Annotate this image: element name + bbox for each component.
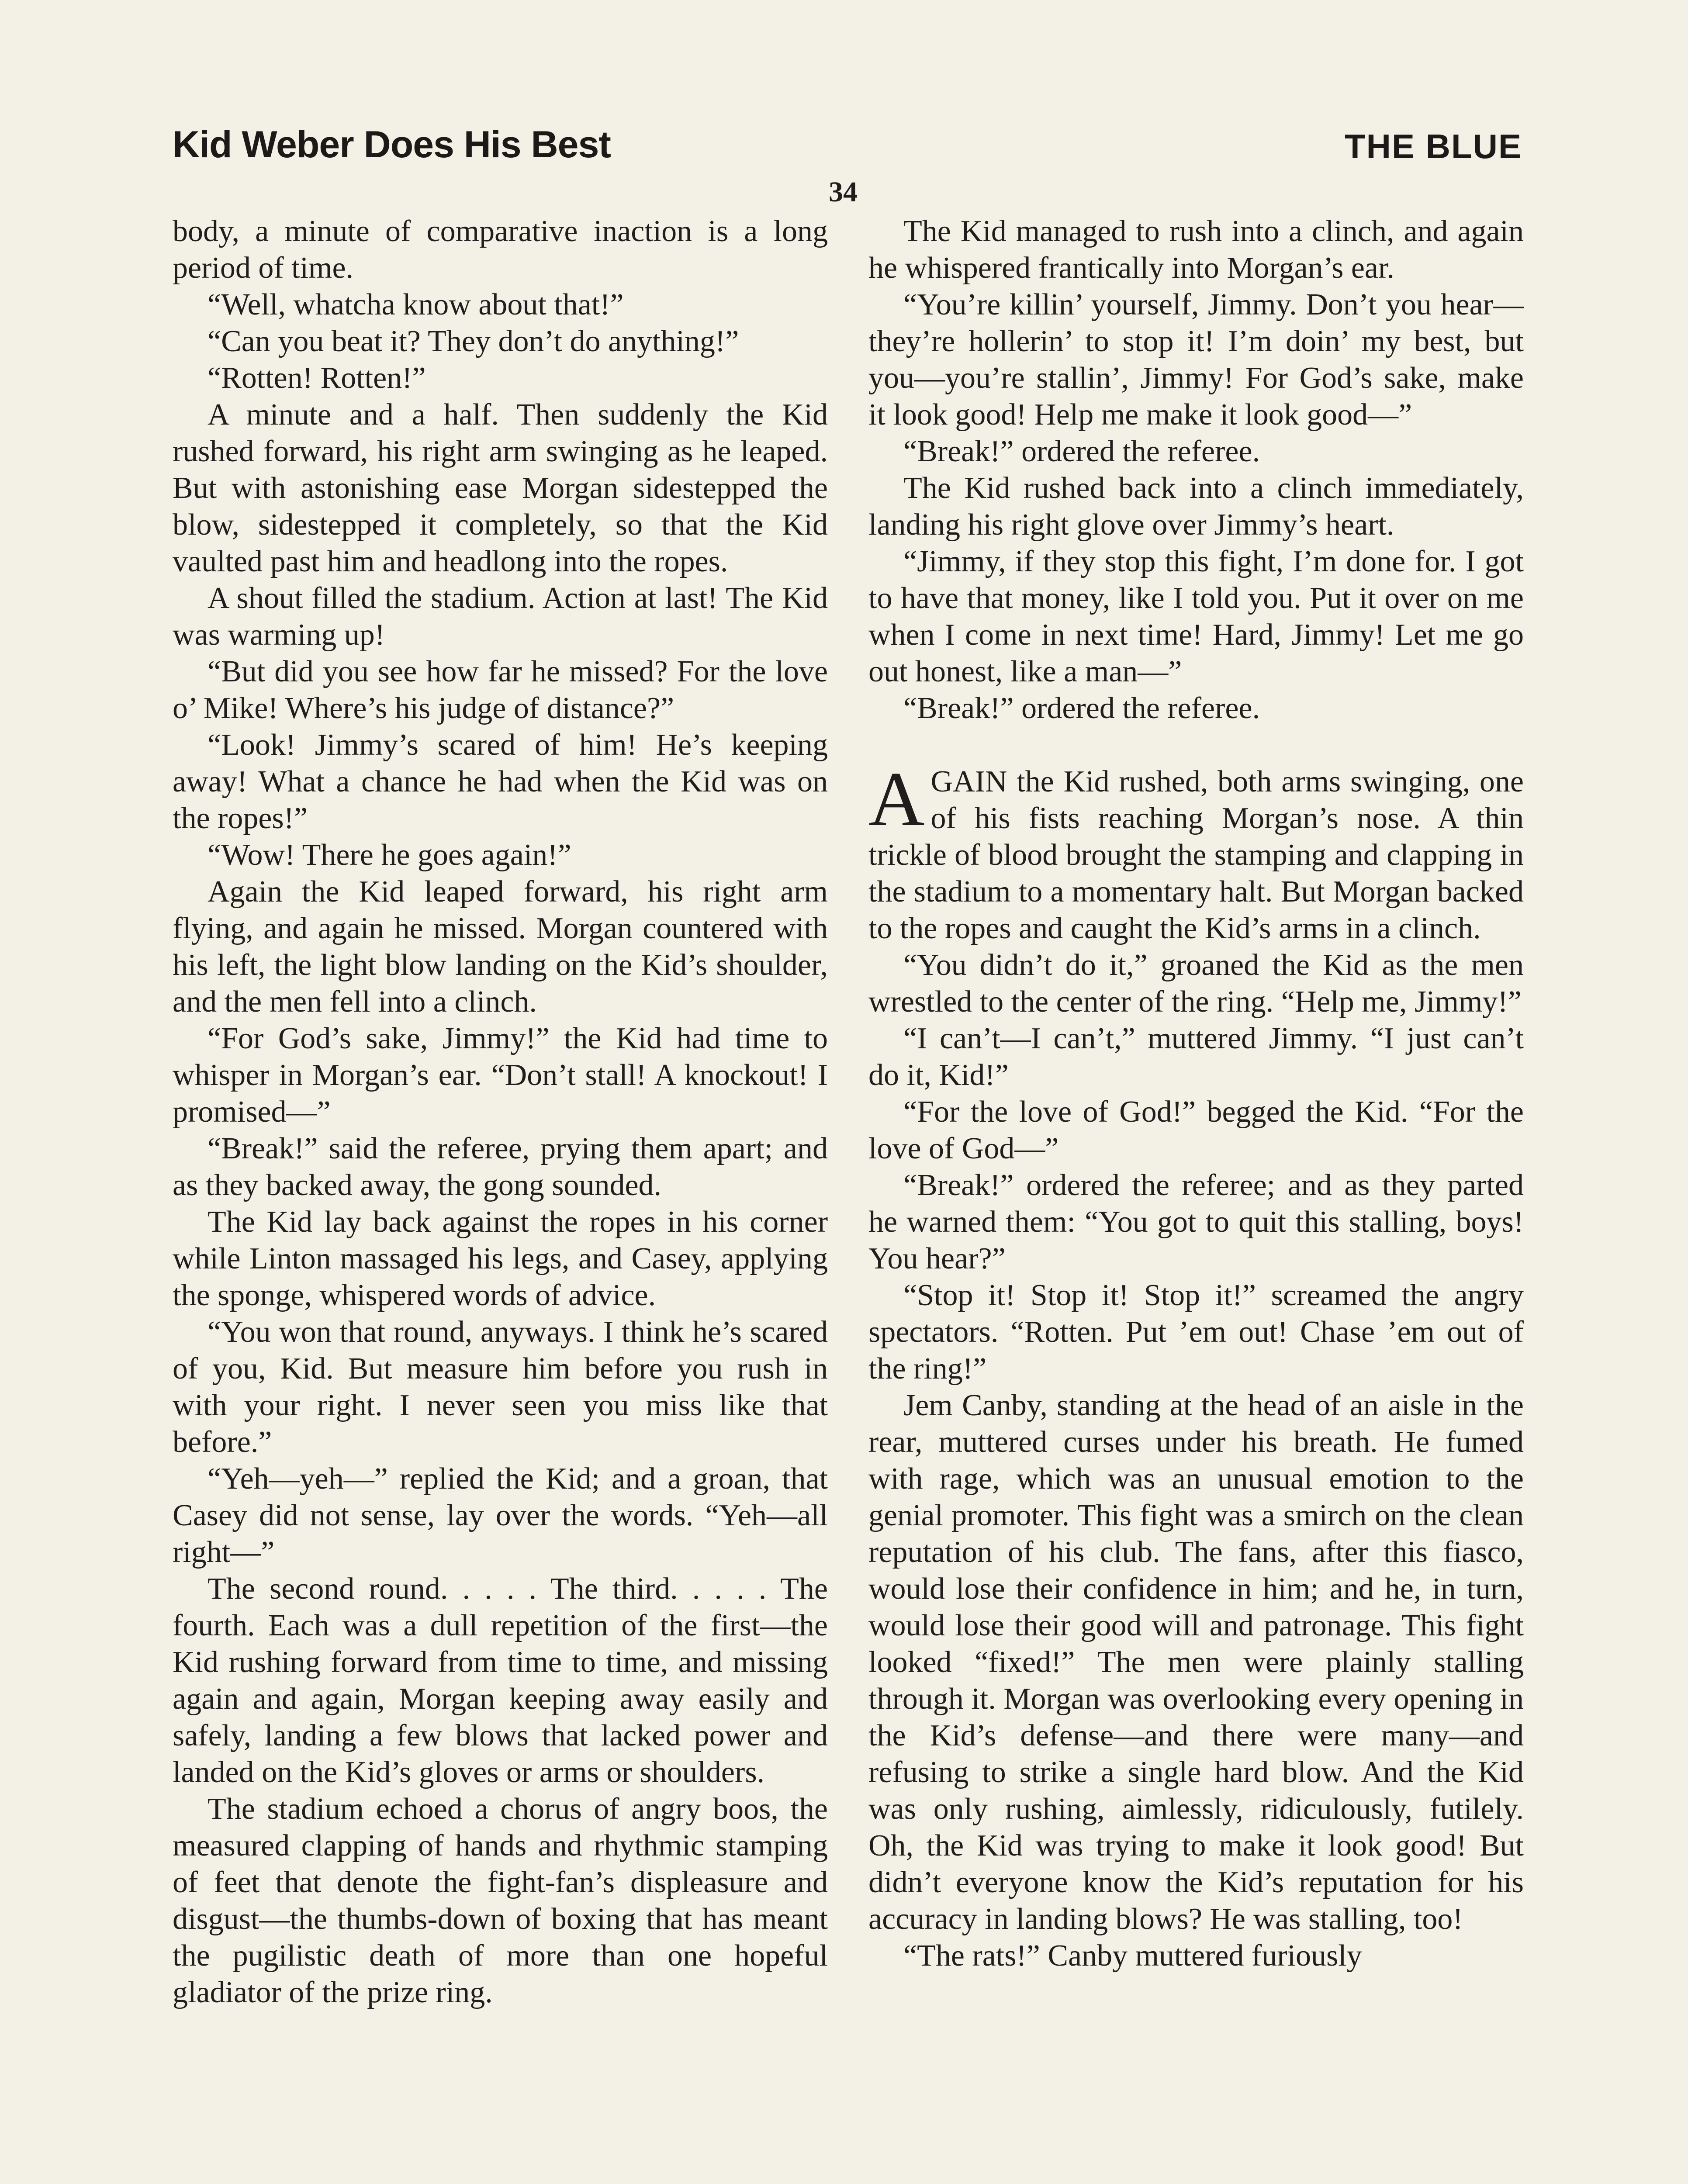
paragraph: “Look! Jimmy’s scared of him! He’s keeping away! What a chance he had when the Kid was on the ropes!” xyxy=(173,728,828,835)
paragraph: “I can’t—I can’t,” muttered Jimmy. “I just can’t do it, Kid!” xyxy=(868,1022,1524,1092)
paragraph: “But did you see how far he missed? For the love o’ Mike! Where’s his judge of distance?” xyxy=(173,655,828,725)
section-first-text: GAIN the Kid rushed, both arms swinging, one of his fists reaching Morgan’s nose. A thin trickle of blood brought the stamping and clapping in the stadium to a momentary halt. But Morgan backed to the ropes and caught the Kid’s arms in a clinch. xyxy=(868,765,1524,945)
right-column xyxy=(868,213,1524,1974)
paragraph: “Can you beat it? They don’t do anything!” xyxy=(208,325,739,358)
paragraph: The Kid lay back against the ropes in his corner while Linton massaged his legs, and Casey, applying the sponge, whispered words of advice. xyxy=(173,1205,828,1312)
section-start-paragraph xyxy=(868,756,1524,947)
paragraph: “Yeh—yeh—” replied the Kid; and a groan, that Casey did not sense, lay over the words. “Yeh—all right—” xyxy=(173,1462,828,1569)
paragraph: “You didn’t do it,” groaned the Kid as the men wrestled to the center of the ring. “Help me, Jimmy!” xyxy=(868,948,1524,1019)
paragraph: “You’re killin’ yourself, Jimmy. Don’t you hear—they’re hollerin’ to stop it! I’m doin’ my best, but you—you’re stallin’, Jimmy! For God’s sake, make it look good! Help me make it look good—” xyxy=(868,288,1524,432)
paragraph: The stadium echoed a chorus of angry boos, the measured clapping of hands and rhythmic stamping of feet that denote the fight-fan’s displeasure and disgust—the thumbs-down of boxing that has meant the pugilistic death of more than one hopeful gladiator of the prize ring. xyxy=(173,1792,828,2009)
paragraph: Again the Kid leaped forward, his right arm flying, and again he missed. Morgan countered with his left, the light blow landing on the Kid’s shoulder, and the men fell into a clinch. xyxy=(173,875,828,1019)
paragraph: A minute and a half. Then suddenly the Kid rushed forward, his right arm swinging as he leaped. But with astonishing ease Morgan sidestepped the blow, sidestepped it completely, so that the Kid vaulted past him and headlong into the ropes. xyxy=(173,398,828,578)
story-title: Kid Weber Does His Best xyxy=(173,124,611,166)
drop-cap: A xyxy=(868,756,925,842)
paragraph: The Kid rushed back into a clinch immediately, landing his right glove over Jimmy’s heart. xyxy=(868,471,1524,542)
paragraph: “Stop it! Stop it! Stop it!” screamed the angry spectators. “Rotten. Put ’em out! Chase ’em out of the ring!” xyxy=(868,1279,1524,1386)
paragraph: “Wow! There he goes again!” xyxy=(208,838,571,872)
paragraph: “Break!” ordered the referee; and as they parted he warned them: “You got to quit this stalling, boys! You hear?” xyxy=(868,1168,1524,1275)
paragraph: Jem Canby, standing at the head of an aisle in the rear, muttered curses under his breath. He fumed with rage, which was an unusual emotion to the genial promoter. This fight was a smirch on the clean reputation of his club. The fans, after this fiasco, would lose their confidence in him; and he, in turn, would lose their good will and patronage. This fight looked “fixed!” The men were plainly stalling through it. Morgan was overlooking every opening in the Kid’s defense—and there were many—and refusing to strike a single hard blow. And the Kid was only rushing, aimlessly, ridiculously, futilely. Oh, the Kid was trying to make it look good! But didn’t everyone know the Kid’s reputation for his accuracy in landing blows? He was stalling, too! xyxy=(868,1389,1524,1936)
left-column xyxy=(173,213,828,2011)
magazine-title: THE BLUE xyxy=(1345,127,1522,166)
paragraph: “For God’s sake, Jimmy!” the Kid had time to whisper in Morgan’s ear. “Don’t stall! A knockout! I promised—” xyxy=(173,1022,828,1129)
paragraph: A shout filled the stadium. Action at last! The Kid was warming up! xyxy=(173,581,828,652)
paragraph: “Break!” said the referee, prying them apart; and as they backed away, the gong sounded. xyxy=(173,1132,828,1202)
paragraph: “Well, whatcha know about that!” xyxy=(208,288,624,321)
paragraph: “Break!” ordered the referee. xyxy=(903,435,1260,468)
paragraph: The Kid managed to rush into a clinch, and again he whispered frantically into Morgan’s ear. xyxy=(868,214,1524,285)
paragraph: “You won that round, anyways. I think he’s scared of you, Kid. But measure him before you rush in with your right. I never seen you miss like that before.” xyxy=(173,1315,828,1459)
paragraph: “Rotten! Rotten!” xyxy=(208,361,426,395)
paragraph: body, a minute of comparative inaction is a long period of time. xyxy=(173,214,828,285)
paragraph: “Jimmy, if they stop this fight, I’m done for. I got to have that money, like I told you. Put it over on me when I come in next time! Hard, Jimmy! Let me go out honest, like a man—” xyxy=(868,545,1524,688)
paragraph: “The rats!” Canby muttered furiously xyxy=(903,1939,1362,1973)
page-number: 34 xyxy=(829,176,858,208)
paragraph: The second round. . . . . The third. . . . . The fourth. Each was a dull repetition of the first—the Kid rushing forward from time to time, and missing again and again, Morgan keeping away easily and safely, landing a few blows that lacked power and landed on the Kid’s gloves or arms or shoulders. xyxy=(173,1572,828,1789)
paragraph: “For the love of God!” begged the Kid. “For the love of God—” xyxy=(868,1095,1524,1165)
paragraph: “Break!” ordered the referee. xyxy=(903,691,1260,725)
